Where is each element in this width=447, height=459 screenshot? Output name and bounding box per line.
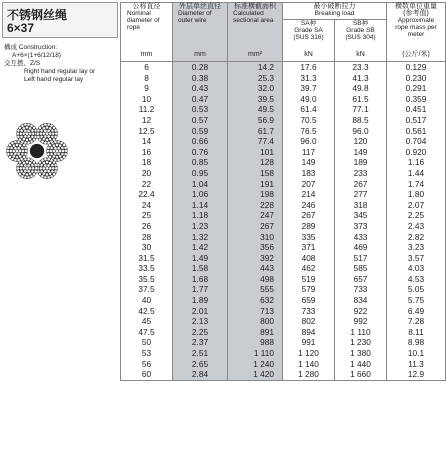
- cell-nominal: 22.4: [121, 189, 173, 200]
- cell-nominal: 37.5: [121, 284, 173, 295]
- table-row: [121, 274, 446, 285]
- cell-nominal: 30: [121, 242, 173, 253]
- cell-sb: 96.0: [335, 126, 387, 137]
- cell-sb: 61.5: [335, 94, 387, 105]
- cell-sa: 1 280: [283, 369, 335, 380]
- cell-area: 713: [228, 306, 283, 317]
- cell-nominal: 16: [121, 147, 173, 158]
- cell-area: 39.5: [228, 94, 283, 105]
- cell-nominal: 50: [121, 337, 173, 348]
- cell-sa: 462: [283, 263, 335, 274]
- unit-sa: kN: [283, 47, 335, 62]
- cell-wire: 0.28: [173, 62, 228, 73]
- cell-area: 77.4: [228, 136, 283, 147]
- cell-mass: 1.44: [387, 168, 446, 179]
- cell-mass: 0.561: [387, 126, 446, 137]
- cell-area: 25.3: [228, 73, 283, 84]
- cell-sa: 49.0: [283, 94, 335, 105]
- cell-mass: 0.920: [387, 147, 446, 158]
- cell-sa: 1 120: [283, 348, 335, 359]
- cell-nominal: 24: [121, 200, 173, 211]
- spec-table: [120, 2, 446, 381]
- table-row: [121, 115, 446, 126]
- cell-wire: 0.66: [173, 136, 228, 147]
- cell-sb: 277: [335, 189, 387, 200]
- table-row: [121, 242, 446, 253]
- cell-wire: 0.85: [173, 157, 228, 168]
- cell-sa: 17.6: [283, 62, 335, 73]
- table-row: [121, 221, 446, 232]
- cell-mass: 5.05: [387, 284, 446, 295]
- table-row: [121, 295, 446, 306]
- cell-wire: 1.58: [173, 263, 228, 274]
- table-row: [121, 200, 446, 211]
- cell-area: 32.0: [228, 83, 283, 94]
- cell-sb: 23.3: [335, 62, 387, 73]
- cell-wire: 0.95: [173, 168, 228, 179]
- cell-area: 498: [228, 274, 283, 285]
- cell-wire: 1.18: [173, 210, 228, 221]
- cell-nominal: 28: [121, 232, 173, 243]
- cell-sb: 517: [335, 253, 387, 264]
- cell-nominal: 6: [121, 62, 173, 73]
- table-row: [121, 179, 446, 190]
- cell-area: 267: [228, 221, 283, 232]
- cell-area: 632: [228, 295, 283, 306]
- cell-sb: 1 110: [335, 327, 387, 338]
- cell-wire: 2.37: [173, 337, 228, 348]
- cell-sb: 469: [335, 242, 387, 253]
- cell-sb: 1 230: [335, 337, 387, 348]
- cell-area: 891: [228, 327, 283, 338]
- cell-sb: 318: [335, 200, 387, 211]
- cell-sa: 408: [283, 253, 335, 264]
- rope-cross-section-image: [6, 120, 68, 182]
- table-row: [121, 168, 446, 179]
- cell-sb: 49.8: [335, 83, 387, 94]
- cell-nominal: 33.5: [121, 263, 173, 274]
- cell-sa: 207: [283, 179, 335, 190]
- cell-area: 198: [228, 189, 283, 200]
- cell-sb: 189: [335, 157, 387, 168]
- cell-nominal: 60: [121, 369, 173, 380]
- cell-mass: 0.359: [387, 94, 446, 105]
- cell-mass: 3.57: [387, 253, 446, 264]
- cell-sa: 894: [283, 327, 335, 338]
- unit-wire: mm: [173, 47, 228, 62]
- cell-wire: 0.53: [173, 104, 228, 115]
- cell-sb: 233: [335, 168, 387, 179]
- cell-nominal: 56: [121, 359, 173, 370]
- cell-mass: 1.74: [387, 179, 446, 190]
- cell-sa: 31.3: [283, 73, 335, 84]
- cell-area: 988: [228, 337, 283, 348]
- cell-sa: 519: [283, 274, 335, 285]
- cell-mass: 8.98: [387, 337, 446, 348]
- cell-sb: 1 380: [335, 348, 387, 359]
- cell-area: 61.7: [228, 126, 283, 137]
- table-row: [121, 147, 446, 158]
- cell-sa: 991: [283, 337, 335, 348]
- cell-nominal: 8: [121, 73, 173, 84]
- table-row: [121, 327, 446, 338]
- unit-area: mm²: [228, 47, 283, 62]
- cell-wire: 2.65: [173, 359, 228, 370]
- cell-wire: 1.32: [173, 232, 228, 243]
- cell-wire: 2.25: [173, 327, 228, 338]
- cell-mass: 4.03: [387, 263, 446, 274]
- spec-table-wrap: [120, 2, 445, 457]
- cell-area: 14.2: [228, 62, 283, 73]
- cell-mass: 6.49: [387, 306, 446, 317]
- cell-wire: 0.59: [173, 126, 228, 137]
- cell-sb: 77.1: [335, 104, 387, 115]
- cell-area: 1 110: [228, 348, 283, 359]
- cell-sa: 117: [283, 147, 335, 158]
- cell-area: 101: [228, 147, 283, 158]
- cell-nominal: 18: [121, 157, 173, 168]
- table-row: [121, 157, 446, 168]
- cell-mass: 7.28: [387, 316, 446, 327]
- cell-mass: 0.230: [387, 73, 446, 84]
- product-spec: 6×37: [7, 21, 35, 35]
- table-row: [121, 316, 446, 327]
- col-breaking-header: 最小破断拉力 Breaking load: [283, 3, 387, 20]
- cell-area: 49.5: [228, 104, 283, 115]
- cell-nominal: 25: [121, 210, 173, 221]
- table-row: [121, 232, 446, 243]
- cell-wire: 0.76: [173, 147, 228, 158]
- cell-mass: 2.43: [387, 221, 446, 232]
- cell-mass: 11.3: [387, 359, 446, 370]
- table-row: [121, 359, 446, 370]
- cell-sa: 96.0: [283, 136, 335, 147]
- table-row: [121, 253, 446, 264]
- cell-nominal: 26: [121, 221, 173, 232]
- cell-sa: 802: [283, 316, 335, 327]
- cell-sa: 733: [283, 306, 335, 317]
- cell-mass: 8.11: [387, 327, 446, 338]
- cell-sb: 992: [335, 316, 387, 327]
- cell-sb: 1 440: [335, 359, 387, 370]
- cell-area: 158: [228, 168, 283, 179]
- cell-sb: 41.3: [335, 73, 387, 84]
- table-row: [121, 83, 446, 94]
- cell-mass: 10.1: [387, 348, 446, 359]
- cell-sb: 922: [335, 306, 387, 317]
- cell-nominal: 14: [121, 136, 173, 147]
- cell-sa: 335: [283, 232, 335, 243]
- cell-mass: 2.25: [387, 210, 446, 221]
- cell-wire: 1.42: [173, 242, 228, 253]
- cell-sa: 149: [283, 157, 335, 168]
- cell-sb: 149: [335, 147, 387, 158]
- table-row: [121, 348, 446, 359]
- cell-sa: 579: [283, 284, 335, 295]
- cell-area: 555: [228, 284, 283, 295]
- cell-mass: 0.517: [387, 115, 446, 126]
- cell-sa: 76.5: [283, 126, 335, 137]
- cell-wire: 1.23: [173, 221, 228, 232]
- cell-area: 1 240: [228, 359, 283, 370]
- lay-label: 交互撚、Z/S: [4, 60, 41, 67]
- table-row: [121, 306, 446, 317]
- cell-wire: 0.38: [173, 73, 228, 84]
- cell-nominal: 11.2: [121, 104, 173, 115]
- lay-en-1: Right hand regular lay or: [24, 68, 96, 75]
- cell-nominal: 53: [121, 348, 173, 359]
- cell-sb: 733: [335, 284, 387, 295]
- cell-mass: 4.53: [387, 274, 446, 285]
- table-row: [121, 337, 446, 348]
- cell-sb: 120: [335, 136, 387, 147]
- cell-area: 310: [228, 232, 283, 243]
- cell-nominal: 22: [121, 179, 173, 190]
- cell-sa: 371: [283, 242, 335, 253]
- cell-area: 800: [228, 316, 283, 327]
- table-row: [121, 369, 446, 380]
- table-row: [121, 62, 446, 73]
- cell-sb: 585: [335, 263, 387, 274]
- cell-area: 356: [228, 242, 283, 253]
- cell-nominal: 31.5: [121, 253, 173, 264]
- cell-wire: 1.14: [173, 200, 228, 211]
- cell-sa: 183: [283, 168, 335, 179]
- cell-sa: 289: [283, 221, 335, 232]
- col-mass-header: 横数单位重量 (参考值) Approximate rope mass per meter: [387, 3, 446, 48]
- col-sb-header: SB种 Grade SB (SUS 304): [335, 20, 387, 48]
- col-nominal-header: 公称直径 Nominal diameter of rope: [121, 3, 173, 48]
- cell-wire: 1.77: [173, 284, 228, 295]
- cell-nominal: 35.5: [121, 274, 173, 285]
- table-row: [121, 263, 446, 274]
- cell-area: 56.9: [228, 115, 283, 126]
- cell-sa: 70.5: [283, 115, 335, 126]
- cell-mass: 1.80: [387, 189, 446, 200]
- cell-nominal: 10: [121, 94, 173, 105]
- cell-wire: 0.57: [173, 115, 228, 126]
- cell-mass: 2.82: [387, 232, 446, 243]
- cell-nominal: 12: [121, 115, 173, 126]
- cell-sa: 267: [283, 210, 335, 221]
- cell-sb: 834: [335, 295, 387, 306]
- cell-wire: 1.04: [173, 179, 228, 190]
- cell-sa: 214: [283, 189, 335, 200]
- cell-nominal: 12.5: [121, 126, 173, 137]
- table-row: [121, 126, 446, 137]
- construction-formula: A+6×(1+6/12/18): [12, 52, 61, 59]
- cell-sb: 1 660: [335, 369, 387, 380]
- cell-sb: 433: [335, 232, 387, 243]
- cell-sb: 657: [335, 274, 387, 285]
- cell-mass: 2.07: [387, 200, 446, 211]
- table-row: [121, 94, 446, 105]
- unit-sb: kN: [335, 47, 387, 62]
- table-row: [121, 73, 446, 84]
- table-row: [121, 189, 446, 200]
- table-row: [121, 284, 446, 295]
- construction-info: [4, 44, 122, 84]
- cell-sa: 1 140: [283, 359, 335, 370]
- unit-mass: (公斤/米): [387, 47, 446, 62]
- cell-wire: 0.43: [173, 83, 228, 94]
- cell-nominal: 47.5: [121, 327, 173, 338]
- cell-sa: 659: [283, 295, 335, 306]
- cell-mass: 0.451: [387, 104, 446, 115]
- cell-mass: 12.9: [387, 369, 446, 380]
- cell-mass: 1.16: [387, 157, 446, 168]
- col-wire-header: 外层单丝直径 Diameter of outer wire: [173, 3, 228, 48]
- cell-sa: 61.4: [283, 104, 335, 115]
- cell-wire: 1.49: [173, 253, 228, 264]
- cell-nominal: 20: [121, 168, 173, 179]
- construction-label: 構成 Construction:: [4, 44, 58, 51]
- cell-nominal: 45: [121, 316, 173, 327]
- cell-wire: 0.47: [173, 94, 228, 105]
- unit-nominal: mm: [121, 47, 173, 62]
- table-row: [121, 136, 446, 147]
- cell-wire: 1.68: [173, 274, 228, 285]
- cell-wire: 1.89: [173, 295, 228, 306]
- cell-area: 392: [228, 253, 283, 264]
- cell-mass: 0.704: [387, 136, 446, 147]
- cell-mass: 0.129: [387, 62, 446, 73]
- cell-nominal: 9: [121, 83, 173, 94]
- cell-wire: 2.84: [173, 369, 228, 380]
- product-title: 不锈钢丝绳: [7, 8, 68, 22]
- cell-sb: 373: [335, 221, 387, 232]
- cell-nominal: 40: [121, 295, 173, 306]
- cell-mass: 0.291: [387, 83, 446, 94]
- cell-mass: 3.23: [387, 242, 446, 253]
- table-row: [121, 104, 446, 115]
- cell-sb: 345: [335, 210, 387, 221]
- cell-wire: 1.06: [173, 189, 228, 200]
- cell-sa: 39.7: [283, 83, 335, 94]
- cell-area: 228: [228, 200, 283, 211]
- cell-sa: 246: [283, 200, 335, 211]
- table-row: [121, 210, 446, 221]
- col-area-header: 标准横截面积 Calculated sectional area: [228, 3, 283, 48]
- left-panel: [0, 0, 122, 459]
- title-box: [2, 2, 118, 38]
- lay-en-2: Left hand regular lay: [24, 76, 84, 83]
- table-body: [121, 62, 446, 381]
- cell-area: 191: [228, 179, 283, 190]
- cell-nominal: 42.5: [121, 306, 173, 317]
- col-sa-header: SA种 Grade SA (SUS 316): [283, 20, 335, 48]
- cell-area: 1 420: [228, 369, 283, 380]
- cell-area: 247: [228, 210, 283, 221]
- cell-sb: 267: [335, 179, 387, 190]
- cell-area: 443: [228, 263, 283, 274]
- cell-wire: 2.13: [173, 316, 228, 327]
- cell-sb: 88.5: [335, 115, 387, 126]
- cell-area: 128: [228, 157, 283, 168]
- cell-mass: 5.75: [387, 295, 446, 306]
- cell-wire: 2.01: [173, 306, 228, 317]
- cell-wire: 2.51: [173, 348, 228, 359]
